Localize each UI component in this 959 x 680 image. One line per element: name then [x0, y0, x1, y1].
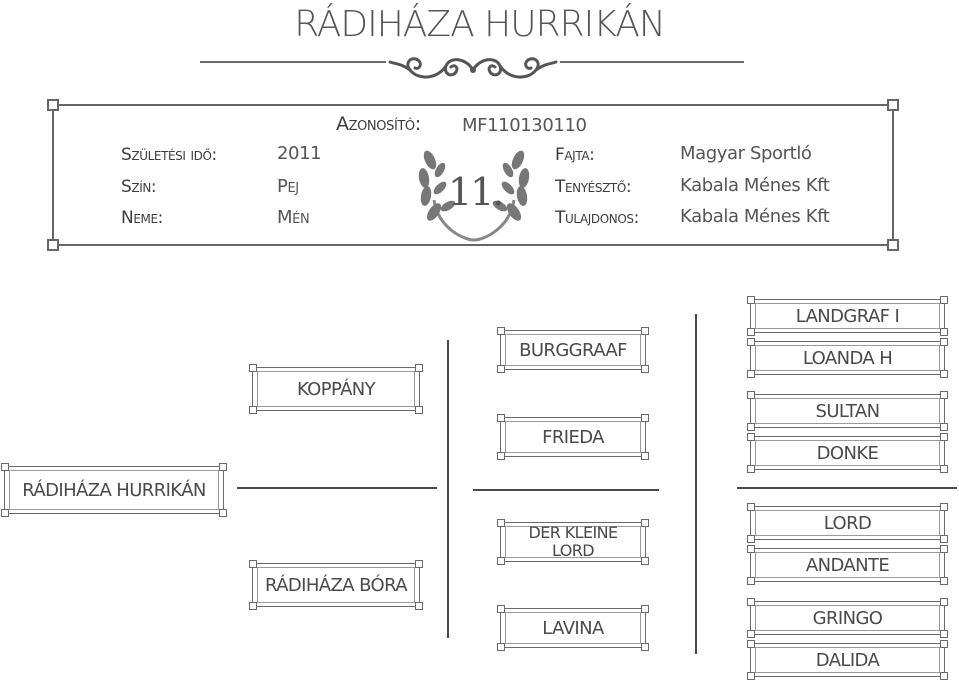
- connector-line: [473, 489, 659, 491]
- corner-ornament: [47, 99, 59, 111]
- sex-label: Neme:: [121, 208, 163, 228]
- id-value: MF110130110: [462, 115, 587, 136]
- breeder-value: Kabala Ménes Kft: [680, 175, 830, 196]
- great-grandparent-box: [750, 506, 945, 540]
- scroll-ornament-icon: [388, 50, 558, 90]
- birth-label: Születési idő:: [121, 145, 217, 165]
- great-grandparent-name: SULTAN: [815, 400, 880, 422]
- title-rule-right: [560, 61, 744, 63]
- great-grandparent-box: [750, 394, 945, 428]
- great-grandparent-name: DONKE: [816, 442, 879, 464]
- breed-label: Fajta:: [555, 145, 595, 165]
- owner-label: Tulajdonos:: [555, 208, 639, 228]
- great-grandparent-box: [750, 299, 945, 333]
- color-label: Szín:: [121, 177, 157, 197]
- grandparent-box: [500, 608, 646, 648]
- corner-ornament: [887, 99, 899, 111]
- sire-box: [252, 367, 420, 411]
- title-rule-left: [200, 61, 386, 63]
- breed-value: Magyar Sportló: [680, 143, 812, 164]
- color-value: Pej: [277, 176, 299, 197]
- page-title: RÁDIHÁZA HURRIKÁN: [294, 4, 665, 45]
- sire-name: KOPPÁNY: [296, 378, 376, 400]
- dam-name: RÁDIHÁZA BÓRA: [265, 574, 407, 596]
- id-label: Azonosító:: [336, 113, 421, 135]
- dam-box: [252, 563, 420, 607]
- grandparent-box: [500, 417, 646, 457]
- connector-line: [447, 340, 449, 638]
- horse-name: RÁDIHÁZA HURRIKÁN: [22, 479, 206, 501]
- grandparent-name: LAVINA: [542, 617, 604, 639]
- grandparent-box: [500, 522, 646, 562]
- great-grandparent-name: LORD: [823, 512, 872, 534]
- great-grandparent-box: [750, 436, 945, 470]
- corner-ornament: [887, 239, 899, 251]
- great-grandparent-box: [750, 548, 945, 582]
- great-grandparent-box: [750, 643, 945, 677]
- grandparent-box: [500, 330, 646, 370]
- sex-value: Mén: [277, 207, 310, 228]
- great-grandparent-box: [750, 601, 945, 635]
- grandparent-name: BURGGRAAF: [519, 339, 627, 361]
- owner-value: Kabala Ménes Kft: [680, 206, 830, 227]
- great-grandparent-name: LOANDA H: [802, 347, 893, 369]
- connector-line: [737, 487, 957, 489]
- grandparent-name: DER KLEINE LORD: [528, 523, 618, 560]
- corner-ornament: [47, 239, 59, 251]
- great-grandparent-box: [750, 341, 945, 375]
- rank-number: 11.: [448, 170, 503, 214]
- great-grandparent-name: GRINGO: [812, 607, 883, 629]
- birth-value: 2011: [277, 143, 322, 164]
- connector-line: [237, 487, 437, 489]
- horse-name-box: [4, 466, 224, 514]
- great-grandparent-name: ANDANTE: [805, 554, 890, 576]
- breeder-label: Tenyésztő:: [555, 177, 632, 197]
- grandparent-name: FRIEDA: [542, 426, 604, 448]
- connector-line: [695, 314, 697, 654]
- great-grandparent-name: LANDGRAF I: [795, 305, 900, 327]
- great-grandparent-name: DALIDA: [815, 649, 880, 671]
